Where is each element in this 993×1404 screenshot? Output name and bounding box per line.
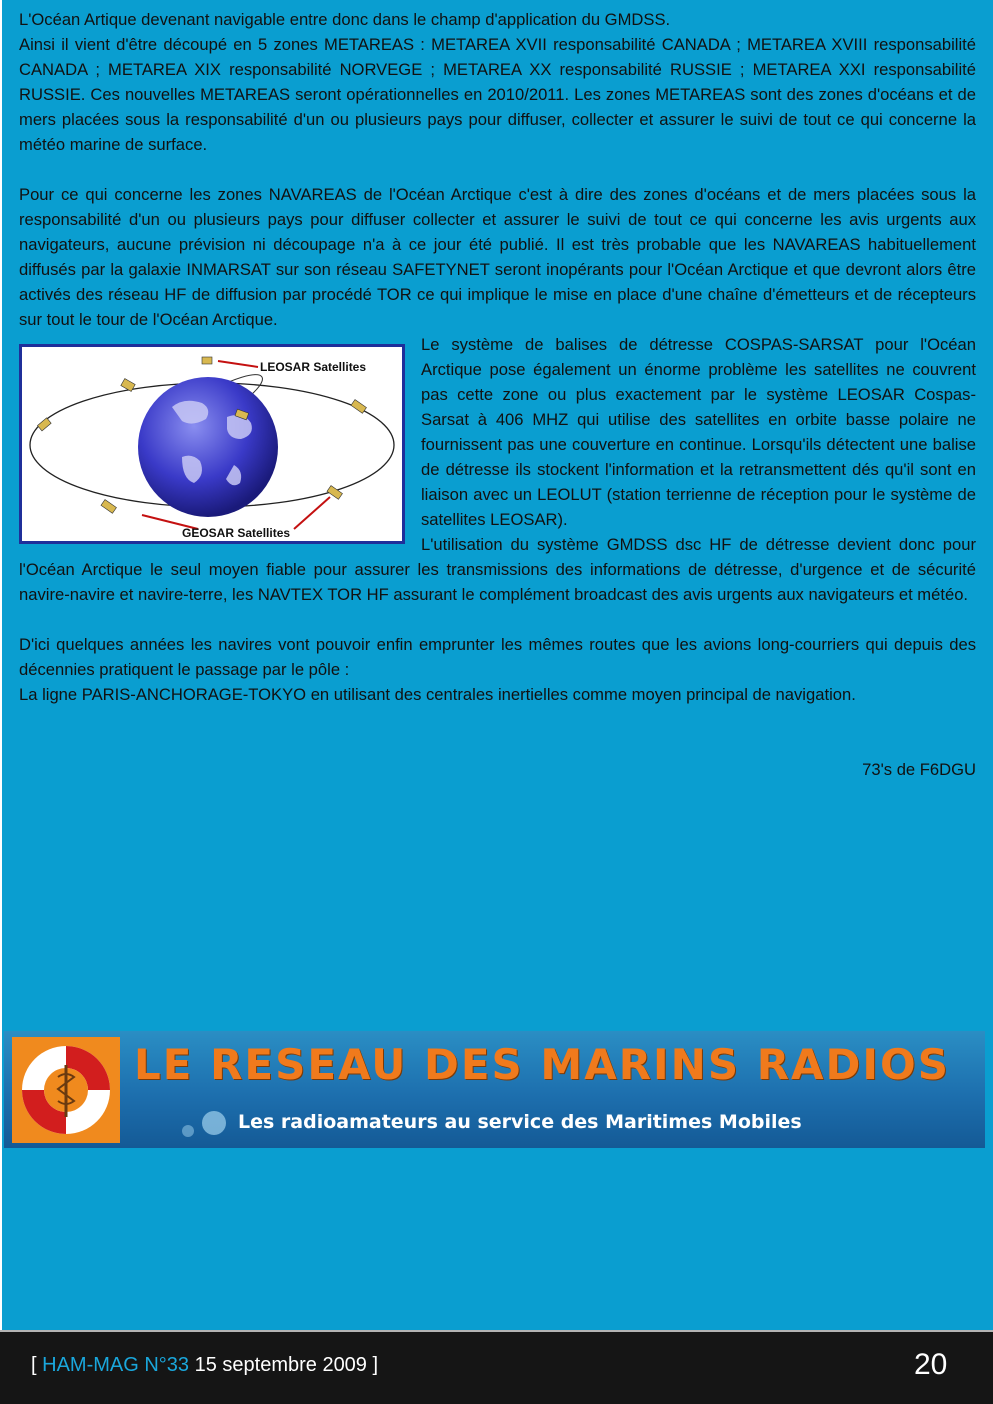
issue-date: 15 septembre 2009 ] xyxy=(189,1354,379,1376)
page-number: 20 xyxy=(914,1348,948,1381)
paragraph-gap xyxy=(19,607,976,632)
paragraph-gap xyxy=(19,157,976,182)
article-body xyxy=(19,7,976,782)
leosar-pointer xyxy=(218,361,258,367)
paragraph-paris-anchorage-tokyo: La ligne PARIS-ANCHORAGE-TOKYO en utilisant des centrales inertielles comme moyen principal de navigation. xyxy=(19,685,856,704)
banner-title: LE RESEAU DES MARINS RADIOS xyxy=(134,1040,950,1089)
earth-globe xyxy=(138,377,278,517)
bubble-decoration xyxy=(174,1101,234,1141)
magazine-name: HAM-MAG N°33 xyxy=(42,1354,190,1376)
magazine-issue xyxy=(31,1352,378,1378)
geosar-pointer xyxy=(294,497,330,529)
footer-bracket-open: [ xyxy=(31,1354,43,1376)
paragraph-navareas: Pour ce qui concerne les zones NAVAREAS de l'Océan Arctique c'est à dire des zones d'océans et de mers placées sous la responsabilité d'un ou plusieurs pays pour diffuser collecter et assurer le suivi de tout ce qui concerne les avis urgents aux navigateurs, aucune prévision ni découpage n'a à ce jour été publié. Il est très probable que les NAVAREAS habituellement diffusés par la galaxie INMARSAT sur son réseau SAFETYNET seront inopérants pour l'Océan Arctique et que devront alors être activés des réseau HF de diffusion par procédé TOR ce qui implique le mise en place d'une chaîne d'émetteurs et de récepteurs sur tout le tour de l'Océan Arctique. xyxy=(19,185,976,329)
satellite-icon xyxy=(202,357,212,364)
paragraph-intro-line: L'Océan Artique devenant navigable entre donc dans le champ d'application du GMDSS. xyxy=(19,10,671,29)
paragraph-polar-routes: D'ici quelques années les navires vont pouvoir enfin emprunter les mêmes routes que les avions long-courriers qui depuis des décennies pratiquent le passage par le pôle : xyxy=(19,635,976,679)
signature: 73's de F6DGU xyxy=(862,760,976,779)
satellite-icon xyxy=(101,500,116,514)
satellite-diagram xyxy=(22,347,402,541)
satellite-diagram-image xyxy=(19,344,405,544)
lifebuoy-logo xyxy=(12,1037,120,1143)
lifebuoy-icon xyxy=(12,1037,120,1143)
satellite-icon xyxy=(351,400,366,414)
marins-radios-banner xyxy=(4,1031,985,1148)
leosar-label: LEOSAR Satellites xyxy=(260,360,367,374)
paragraph-gap xyxy=(19,732,976,757)
geosar-label: GEOSAR Satellites xyxy=(182,526,291,540)
banner-subtitle: Les radioamateurs au service des Maritimes Mobiles xyxy=(238,1111,802,1133)
paragraph-gmdss-dsc: L'utilisation du système GMDSS dsc HF de détresse devient donc pour l'Océan Arctique le seul moyen fiable pour assurer les transmissions des informations de détresse, d'urgence et de sécurité navire-navire et navire-terre, les NAVTEX TOR HF assurant le complément broadcast des avis urgents aux navigateurs et météo. xyxy=(19,535,976,604)
paragraph-gap xyxy=(19,707,976,732)
paragraph-metareas: Ainsi il vient d'être découpé en 5 zones METAREAS : METAREA XVII responsabilité CANADA ; METAREA XVIII responsabilité CANADA ; METAREA XIX responsabilité NORVEGE ; METAREA XX responsabilité RUSSIE ; METAREA XXI responsabilité RUSSIE. Ces nouvelles METAREAS seront opérationnelles en 2010/2011. Les zones METAREAS sont des zones d'océans et de mers placées sous la responsabilité d'un ou plusieurs pays pour diffuser, collecter et assurer le suivi de tout ce qui concerne la météo marine de surface. xyxy=(19,35,976,154)
page-footer xyxy=(0,1330,993,1404)
paragraph-cospas-sarsat: Le système de balises de détresse COSPAS-SARSAT pour l'Océan Arctique pose également un énorme problème les satellites ne couvrent pas cette zone ou plus exactement par le système LEOSAR Cospas-Sarsat à 406 MHZ qui utilise des satellites en orbite basse polaire ne fournissent pas une couverture en continue. Lorsqu'ils détectent une balise de détresse ils stockent l'information et la retransmettent dés qu'il sont en liaison avec un LEOLUT (station terrienne de réception pour le système de satellites LEOSAR). xyxy=(421,335,976,529)
satellite-icon xyxy=(37,418,51,431)
